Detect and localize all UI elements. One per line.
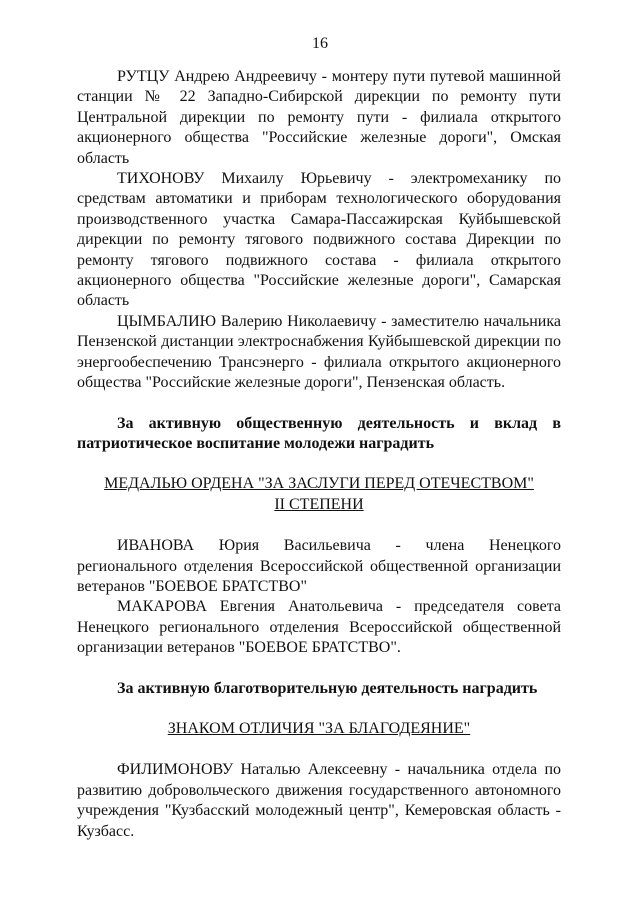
- award-title-badge: ЗНАКОМ ОТЛИЧИЯ "ЗА БЛАГОДЕЯНИЕ": [167, 719, 471, 737]
- document-body: [77, 67, 561, 842]
- spacer: [77, 394, 561, 414]
- spacer: [77, 739, 561, 760]
- spacer: [77, 515, 561, 536]
- award-entry-rutsu: РУТЦУ Андрею Андреевичу - монтеру пути путевой машинной станции № 22 Западно-Сибирской дирекции по ремонту пути Центральной дирекции по ремонту пути - филиала открытого акционерного общества "Российские железные дороги", Омская область: [77, 68, 561, 167]
- page-number: 16: [312, 35, 328, 52]
- award-title-medal-line-1: МЕДАЛЬЮ ОРДЕНА "ЗА ЗАСЛУГИ ПЕРЕД ОТЕЧЕСТВОМ": [104, 475, 534, 493]
- section-heading-charity: За активную благотворительную деятельность наградить: [117, 679, 538, 697]
- spacer: [77, 454, 561, 474]
- award-entry-tsymbaliy: ЦЫМБАЛИЮ Валерию Николаевичу - заместителю начальника Пензенской дистанции электроснабжения Куйбышевской дирекции по энергообеспечению Трансэнерго - филиала открытого акционерного общества "Российские железные дороги", Пензенская область.: [77, 312, 561, 392]
- award-entry-ivanov: ИВАНОВА Юрия Васильевича - члена Ненецкого регионального отделения Всероссийской общественной организации ветеранов "БОЕВОЕ БРАТСТВО": [77, 537, 561, 595]
- award-title-medal-line-2: II СТЕПЕНИ: [274, 495, 364, 513]
- award-entry-makarov: МАКАРОВА Евгения Анатольевича - председателя совета Ненецкого регионального отделения Всероссийской общественной организации ветеранов "БОЕВОЕ БРАТСТВО".: [77, 598, 561, 657]
- spacer: [77, 659, 561, 679]
- award-entry-tikhonov: ТИХОНОВУ Михаилу Юрьевичу - электромеханику по средствам автоматики и приборам технологического оборудования производственного участка Самара-Пассажирская Куйбышевской дирекции по ремонту тягового подвижного состава Дирекции по ремонту тягового подвижного состава - филиала открытого акционерного общества "Российские железные дороги", Самарская область: [77, 170, 561, 310]
- spacer: [77, 699, 561, 719]
- award-entry-filimonova: ФИЛИМОНОВУ Наталью Алексеевну - начальника отдела по развитию добровольческого движения государственного автономного учреждения "Кузбасский молодежный центр", Кемеровская область - Кузбасс.: [77, 761, 561, 840]
- section-heading-patriotic: За активную общественную деятельность и вклад в патриотическое воспитание молодежи наградить: [77, 414, 561, 452]
